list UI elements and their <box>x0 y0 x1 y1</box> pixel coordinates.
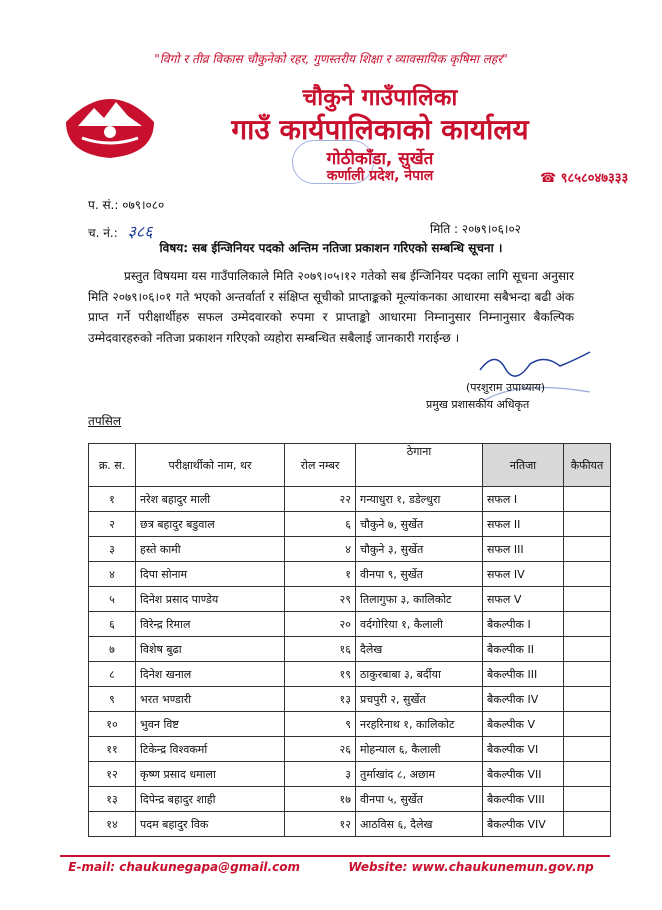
dispatch-label: च. नं.: <box>88 226 118 240</box>
cell-name: दिनेश खनाल <box>136 662 285 687</box>
cell-name: भुवन विष्ट <box>136 712 285 737</box>
table-row <box>89 662 611 687</box>
cell-address: तिलागुफा ३, कालिकोट <box>356 587 483 612</box>
cell-remarks <box>564 712 611 737</box>
cell-result: बैकल्पीक I <box>483 612 564 637</box>
table-row <box>89 812 611 837</box>
cell-serial: ४ <box>89 562 136 587</box>
cell-serial: ३ <box>89 537 136 562</box>
cell-result: बैकल्पीक VI <box>483 737 564 762</box>
cell-address: चौकुने ३, सुर्खेत <box>356 537 483 562</box>
subject-line: विषय: सब ईन्जिनियर पदको अन्तिम नतिजा प्रकाशन गरिएको सम्बन्धि सूचना । <box>159 241 503 255</box>
cell-serial: ११ <box>89 737 136 762</box>
reference-number: प. सं.: ०७९।०८० <box>88 198 165 212</box>
table-row <box>89 737 611 762</box>
cell-result: बैकल्पीक VIII <box>483 787 564 812</box>
document-date: मिति : २०७९।०६।०२ <box>430 222 521 236</box>
slogan: "विगो र तीव्र विकास चौकुनेको रहर, गुणस्तरीय शिक्षा र व्यावसायिक कृषिमा लहर" <box>154 52 508 66</box>
phone-number: ☎ ९८५८०४७३३३ <box>540 171 629 186</box>
cell-roll: ६ <box>285 512 356 537</box>
cell-name: दिपा सोनाम <box>136 562 285 587</box>
cell-roll: १३ <box>285 687 356 712</box>
cell-address: चौकुने ७, सुर्खेत <box>356 512 483 537</box>
cell-name: छत्र बहादुर बडुवाल <box>136 512 285 537</box>
cell-remarks <box>564 737 611 762</box>
cell-address: ठाकुरबाबा ३, बर्दीया <box>356 662 483 687</box>
col-remarks: कैफीयत <box>564 444 611 487</box>
table-row <box>89 787 611 812</box>
cell-name: विशेष बुढा <box>136 637 285 662</box>
cell-remarks <box>564 812 611 837</box>
cell-address: वर्दगोरिया १, कैलाली <box>356 612 483 637</box>
table-row <box>89 612 611 637</box>
cell-address: वीनपा ९, सुर्खेत <box>356 562 483 587</box>
cell-name: विरेन्द्र रिमाल <box>136 612 285 637</box>
details-heading: तपसिल <box>88 414 122 428</box>
table-row <box>89 687 611 712</box>
cell-address: आठविस ६, दैलेख <box>356 812 483 837</box>
cell-serial: ८ <box>89 662 136 687</box>
cell-result: बैकल्पीक II <box>483 637 564 662</box>
col-roll: रोल नम्बर <box>285 444 356 487</box>
cell-remarks <box>564 612 611 637</box>
table-row <box>89 537 611 562</box>
table-row <box>89 562 611 587</box>
cell-result: बैकल्पीक IV <box>483 687 564 712</box>
cell-address: मोहन्याल ६, कैलाली <box>356 737 483 762</box>
cell-result: सफल III <box>483 537 564 562</box>
cell-serial: १२ <box>89 762 136 787</box>
cell-serial: १४ <box>89 812 136 837</box>
cell-roll: २० <box>285 612 356 637</box>
cell-address: गन्याधुरा १, डडेल्धुरा <box>356 487 483 512</box>
cell-address: दैलेख <box>356 637 483 662</box>
notice-body: प्रस्तुत विषयमा यस गाउँपालिकाले मिति २०७९।०५।१२ गतेको सब ईन्जिनियर पदका लागि सूचना अनुसार मिति २०७९।०६।०१ गते भएको अन्तर्वार्ता र संक्षिप्त सूचीको प्राप्ताङ्कको मूल्यांकनका आधारमा सबैभन्दा बढी अंक प्राप्त गर्ने परीक्षार्थीहरु सफल उम्मेदवारको रुपमा र प्राप्ताङ्को आधारमा निम्नानुसार निम्नानुसार बैकल्पिक उम्मेदवारहरुको नतिजा प्रकाशन गरिएको व्यहोरा सम्बन्धित सबैलाई जानकारी गराईन्छ । <box>88 269 574 345</box>
cell-address: तुर्माखांद ८, अछाम <box>356 762 483 787</box>
cell-remarks <box>564 787 611 812</box>
cell-result: सफल II <box>483 512 564 537</box>
cell-result: बैकल्पीक III <box>483 662 564 687</box>
cell-roll: १२ <box>285 812 356 837</box>
signatory-title: प्रमुख प्रशासकीय अधिकृत <box>426 398 530 411</box>
table-row <box>89 762 611 787</box>
cell-address: नरहरिनाथ १, कालिकोट <box>356 712 483 737</box>
cell-roll: १७ <box>285 787 356 812</box>
nepal-emblem-icon <box>58 82 162 162</box>
footer <box>0 860 662 874</box>
cell-remarks <box>564 562 611 587</box>
table-row <box>89 487 611 512</box>
office-name: चौकुने गाउँपालिका <box>302 85 458 111</box>
cell-result: सफल IV <box>483 562 564 587</box>
cell-remarks <box>564 637 611 662</box>
table-row <box>89 637 611 662</box>
cell-roll: ४ <box>285 537 356 562</box>
cell-name: दिनेश प्रसाद पाण्डेय <box>136 587 285 612</box>
cell-roll: ९ <box>285 712 356 737</box>
cell-remarks <box>564 762 611 787</box>
table-header-row <box>89 444 611 487</box>
footer-divider <box>60 855 610 857</box>
cell-serial: २ <box>89 512 136 537</box>
dispatch-value: ३८६ <box>127 222 153 241</box>
cell-result: बैकल्पीक VIV <box>483 812 564 837</box>
cell-roll: २२ <box>285 487 356 512</box>
col-result: नतिजा <box>483 444 564 487</box>
cell-remarks <box>564 487 611 512</box>
cell-name: नरेश बहादुर माली <box>136 487 285 512</box>
col-address: ठेगाना <box>356 444 483 487</box>
cell-remarks <box>564 662 611 687</box>
signatory-name: (परशुराम उपाध्याय) <box>466 381 546 394</box>
cell-result: सफल I <box>483 487 564 512</box>
table-row <box>89 512 611 537</box>
cell-serial: ७ <box>89 637 136 662</box>
cell-result: सफल V <box>483 587 564 612</box>
cell-serial: १० <box>89 712 136 737</box>
results-table <box>88 443 611 837</box>
cell-address: प्रचपुरी २, सुर्खेत <box>356 687 483 712</box>
cell-serial: ९ <box>89 687 136 712</box>
table-row <box>89 587 611 612</box>
office-province: कर्णाली प्रदेश, नेपाल <box>326 168 434 184</box>
office-title: गाउँ कार्यपालिकाको कार्यालय <box>231 113 529 146</box>
cell-roll: २९ <box>285 587 356 612</box>
cell-roll: ३ <box>285 762 356 787</box>
cell-serial: ६ <box>89 612 136 637</box>
footer-website: Website: www.chaukunemun.gov.np <box>348 860 594 874</box>
footer-email: E-mail: chaukunegapa@gmail.com <box>68 860 300 874</box>
cell-remarks <box>564 687 611 712</box>
col-name: परीक्षार्थीको नाम, थर <box>136 444 285 487</box>
cell-name: भरत भण्डारी <box>136 687 285 712</box>
cell-name: हस्ते कामी <box>136 537 285 562</box>
cell-name: दिपेन्द्र बहादुर शाही <box>136 787 285 812</box>
cell-remarks <box>564 537 611 562</box>
cell-remarks <box>564 512 611 537</box>
cell-serial: १ <box>89 487 136 512</box>
cell-address: वीनपा ५, सुर्खेत <box>356 787 483 812</box>
cell-remarks <box>564 587 611 612</box>
cell-roll: २६ <box>285 737 356 762</box>
cell-result: बैकल्पीक V <box>483 712 564 737</box>
cell-name: पदम बहादुर विक <box>136 812 285 837</box>
cell-roll: १६ <box>285 637 356 662</box>
table-row <box>89 712 611 737</box>
cell-roll: १९ <box>285 662 356 687</box>
office-location: गोठीकाँडा, सुर्खेत <box>326 149 434 169</box>
cell-roll: १ <box>285 562 356 587</box>
cell-name: कृष्ण प्रसाद धमाला <box>136 762 285 787</box>
cell-name: टिकेन्द्र विश्वकर्मा <box>136 737 285 762</box>
cell-result: बैकल्पीक VII <box>483 762 564 787</box>
cell-serial: ५ <box>89 587 136 612</box>
col-serial: क्र. स. <box>89 444 136 487</box>
cell-serial: १३ <box>89 787 136 812</box>
